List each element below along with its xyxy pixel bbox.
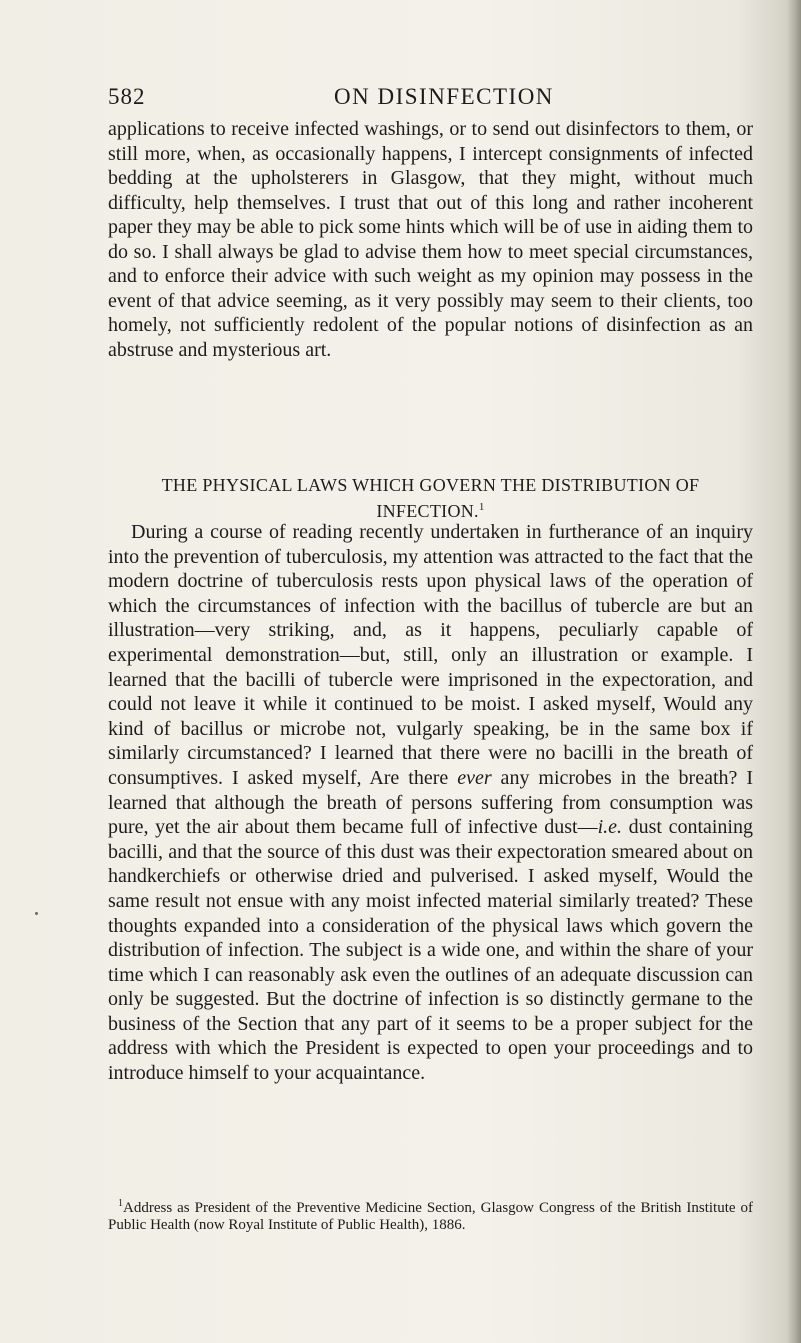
paragraph-2	[108, 520, 753, 1086]
page-edge-shadow	[787, 0, 801, 1343]
section-heading-text: THE PHYSICAL LAWS WHICH GOVERN THE DISTRIBUTION OF INFECTION.	[161, 475, 700, 521]
paragraph-2-part-1: During a course of reading recently undertaken in furtherance of an inquiry into the prevention of tuberculosis, my attention was attracted to the fact that the modern doctrine of tuberculosis rests upon physical laws of the operation of which the circumstances of infection with the bacillus of tubercle are but an illustration—very striking, and, as it happens, peculiarly capable of experimental demonstration—but, still, only an illustration or example. I learned that the bacilli of tubercle were imprisoned in the expectoration, and could not leave it while it continued to be moist. I asked myself, Would any kind of bacillus or microbe not, vulgarly speaking, be in the same box if similarly circumstanced? I learned that there were no bacilli in the breath of consumptives. I asked myself, Are there	[108, 521, 753, 789]
paragraph-1: applications to receive infected washings, or to send out disinfectors to them, or still more, when, as occasionally happens, I intercept consignments of infected bedding at the upholsterers in Glasgow, that they might, without much difficulty, help themselves. I trust that out of this long and rather incoherent paper they may be able to pick some hints which will be of use in aiding them to do so. I shall always be glad to advise them how to meet special circumstances, and to enforce their advice with such weight as my opinion may possess in the event of that advice seeming, as it very possibly may seem to their clients, too homely, not sufficiently redolent of the popular notions of disinfection as an abstruse and mysterious art.	[108, 118, 753, 361]
emphasis-ie: i.e.	[597, 816, 623, 839]
margin-speck	[35, 912, 38, 915]
page-number: 582	[108, 84, 146, 109]
footnote	[108, 1195, 753, 1234]
running-title: ON DISINFECTION	[334, 84, 554, 109]
opening-paragraph-block	[108, 117, 753, 362]
emphasis-ever: ever	[457, 766, 492, 789]
footnote-marker: 1	[118, 1198, 123, 1209]
running-head	[108, 84, 753, 118]
section-heading	[108, 474, 753, 522]
paragraph-2-part-3: dust containing bacilli, and that the source of this dust was their expectoration smeared about on handkerchiefs or otherwise dried and pulverised. I asked myself, Would the same result not ensue with any moist infected material similarly treated? These thoughts expanded into a consideration of the physical laws which govern the distribution of infection. The subject is a wide one, and within the share of your time which I can reasonably ask even the outlines of an adequate discussion can only be suggested. But the doctrine of infection is so distinctly germane to the business of the Section that any part of it seems to be a proper subject for the address with which the President is expected to open your proceedings and to introduce himself to your acquaintance.	[108, 816, 753, 1085]
main-paragraph-block	[108, 520, 753, 1086]
section-footnote-marker: 1	[478, 501, 485, 513]
footnote-text: Address as President of the Preventive Medicine Section, Glasgow Congress of the British Institute of Public Health (now Royal Institute of Public Health), 1886.	[108, 1200, 753, 1233]
footnote-text-line	[108, 1195, 753, 1234]
paragraph-2-part-2: any microbes in the breath? I learned that although the breath of persons suffering from consumption was pure, yet the air about them became full of infective dust—	[108, 766, 754, 839]
